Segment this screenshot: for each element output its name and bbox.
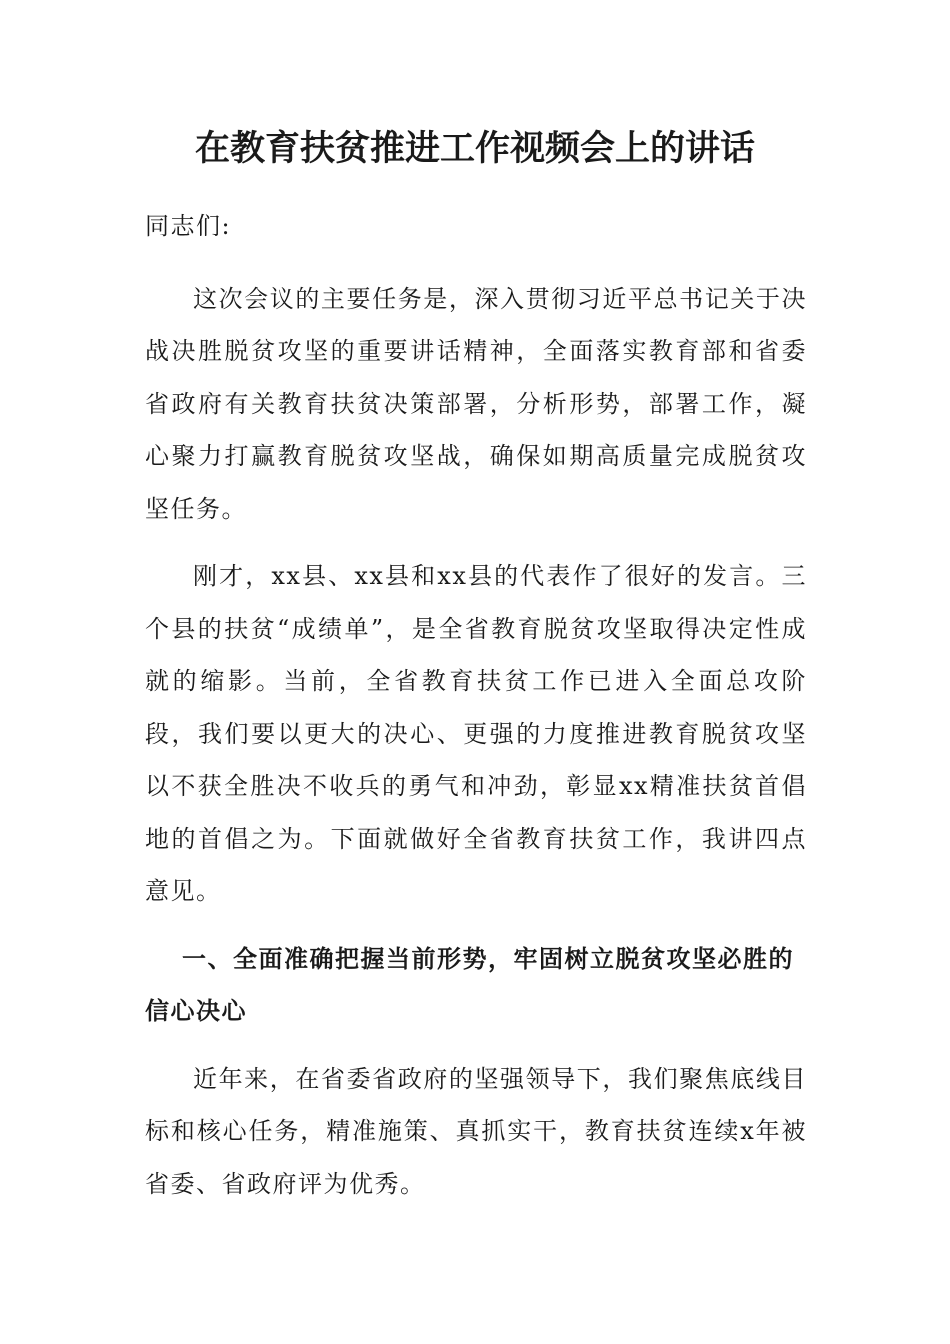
document-body	[145, 200, 807, 1210]
section-heading-1: 一、全面准确把握当前形势，牢固树立脱贫攻坚必胜的信心决心	[145, 944, 794, 1025]
document-title: 在教育扶贫推进工作视频会上的讲话	[194, 129, 755, 169]
section-paragraph-1: 近年来，在省委省政府的坚强领导下，我们聚焦底线目标和核心任务，精准施策、真抓实干，教育扶贫连续x年被省委、省政府评为优秀。	[145, 1064, 807, 1198]
body-paragraph-2: 刚才，xx县、xx县和xx县的代表作了很好的发言。三个县的扶贫“成绩单”，是全省教育脱贫攻坚取得决定性成就的缩影。当前，全省教育扶贫工作已进入全面总攻阶段，我们要以更大的决心、更强的力度推进教育脱贫攻坚以不获全胜决不收兵的勇气和冲劲，彰显xx精准扶贫首倡地的首倡之为。下面就做好全省教育扶贫工作，我讲四点意见。	[145, 562, 807, 905]
salutation: 同志们:	[145, 212, 232, 240]
body-paragraph-1: 这次会议的主要任务是，深入贯彻习近平总书记关于决战决胜脱贫攻坚的重要讲话精神，全面落实教育部和省委省政府有关教育扶贫决策部署，分析形势，部署工作，凝心聚力打赢教育脱贫攻坚战，确保如期高质量完成脱贫攻坚任务。	[145, 284, 807, 523]
